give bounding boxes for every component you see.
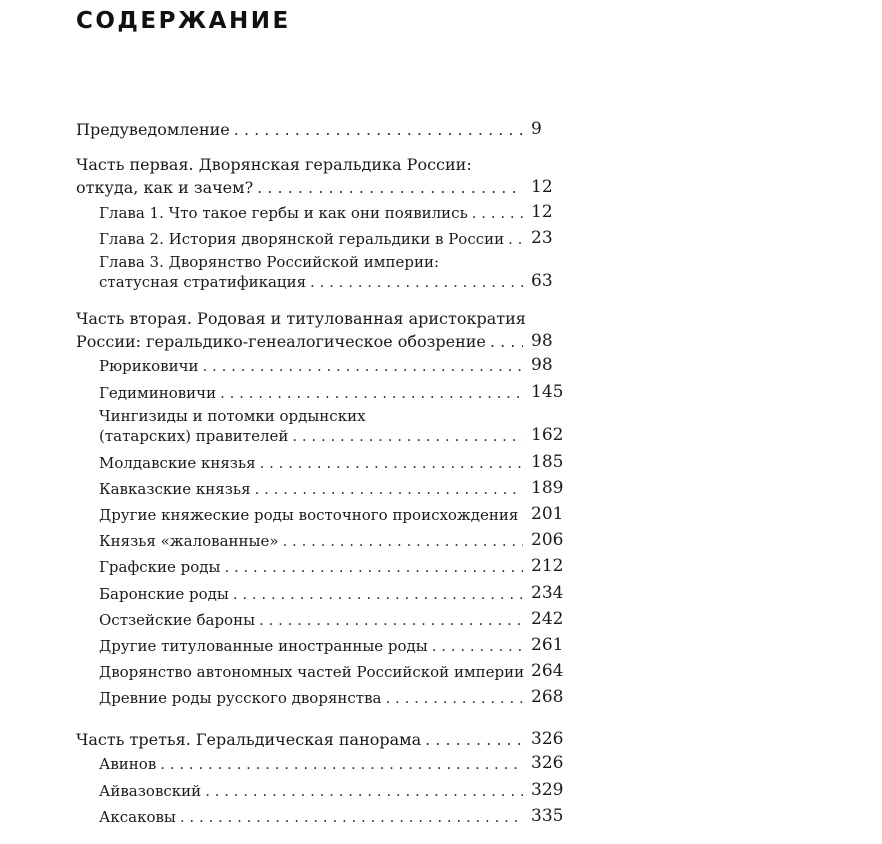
chapter-title: Авинов [99, 755, 157, 773]
page-number: 12 [531, 202, 553, 222]
chapter-title: Аксаковы [99, 808, 176, 826]
dot-leader [230, 120, 523, 139]
dot-leader [382, 689, 524, 707]
dot-leader [255, 611, 523, 629]
dot-leader [201, 782, 523, 800]
page-number: 98 [531, 355, 553, 375]
chapter-title: Глава 1. Что такое гербы и как они появились [99, 204, 468, 222]
chapter-title: Рюриковичи [99, 357, 199, 375]
part-title: Часть вторая. Родовая и титулованная аристократия [76, 309, 526, 328]
part-title: Предуведомление [76, 120, 230, 139]
chapter-title: Баронские роды [99, 585, 229, 603]
page-number: 335 [531, 806, 564, 826]
dot-leader [524, 663, 528, 681]
chapter-title: Чингизиды и потомки ордынских [99, 407, 366, 425]
dot-leader [504, 230, 523, 248]
page-number: 329 [531, 780, 564, 800]
page-number: 9 [531, 119, 542, 139]
dot-leader [421, 730, 523, 749]
dot-leader [256, 454, 523, 472]
page-number: 261 [531, 635, 564, 655]
page-number: 268 [531, 687, 564, 707]
part-title: Часть третья. Геральдическая панорама [76, 730, 422, 749]
chapter-title: Древние роды русского дворянства [99, 689, 382, 707]
page-number: 23 [531, 228, 553, 248]
chapter-title: Другие княжеские роды восточного происхождения [99, 506, 519, 524]
chapter-title: Глава 2. История дворянской геральдики в России [99, 230, 505, 248]
part-title: откуда, как и зачем? [76, 178, 254, 197]
page-number: 162 [531, 425, 564, 445]
chapter-title: Другие титулованные иностранные роды [99, 637, 428, 655]
chapter-title: Дворянство автономных частей Российской империи [99, 663, 525, 681]
page-number: 242 [531, 609, 564, 629]
page-number: 206 [531, 530, 564, 550]
page-number: 189 [531, 478, 564, 498]
page-number: 12 [531, 177, 553, 197]
page-number: 212 [531, 556, 564, 576]
chapter-title: (татарских) правителей [99, 427, 289, 445]
chapter-title: статусная стратификация [99, 273, 307, 291]
chapter-title: Глава 3. Дворянство Российской империи: [99, 253, 439, 271]
page-number: 145 [531, 382, 564, 402]
dot-leader [288, 427, 523, 445]
dot-leader [216, 384, 523, 402]
dot-leader [156, 755, 523, 773]
page-number: 201 [531, 504, 564, 524]
part-title: России: геральдико-генеалогическое обозрение [76, 332, 486, 351]
part-title: Часть первая. Дворянская геральдика России: [76, 155, 472, 174]
dot-leader [199, 357, 523, 375]
dot-leader [428, 637, 523, 655]
page-number: 234 [531, 583, 564, 603]
chapter-title: Остзейские бароны [99, 611, 256, 629]
dot-leader [279, 532, 523, 550]
page-number: 326 [531, 753, 564, 773]
dot-leader [306, 273, 523, 291]
chapter-title: Князья «жалованные» [99, 532, 279, 550]
dot-leader [253, 178, 523, 197]
page-number: 63 [531, 271, 553, 291]
dot-leader [251, 480, 523, 498]
chapter-title: Молдавские князья [99, 454, 256, 472]
page-number: 98 [531, 331, 553, 351]
chapter-title: Графские роды [99, 558, 221, 576]
dot-leader [468, 204, 523, 222]
chapter-title: Айвазовский [99, 782, 202, 800]
page-title: СОДЕРЖАНИЕ [76, 8, 291, 34]
dot-leader [220, 558, 523, 576]
chapter-title: Гедиминовичи [99, 384, 217, 402]
dot-leader [486, 332, 523, 351]
dot-leader [176, 808, 523, 826]
chapter-title: Кавказские князья [99, 480, 251, 498]
page-number: 326 [531, 729, 564, 749]
dot-leader [518, 506, 523, 524]
page-number: 185 [531, 452, 564, 472]
page-number: 264 [531, 661, 564, 681]
dot-leader [229, 585, 523, 603]
